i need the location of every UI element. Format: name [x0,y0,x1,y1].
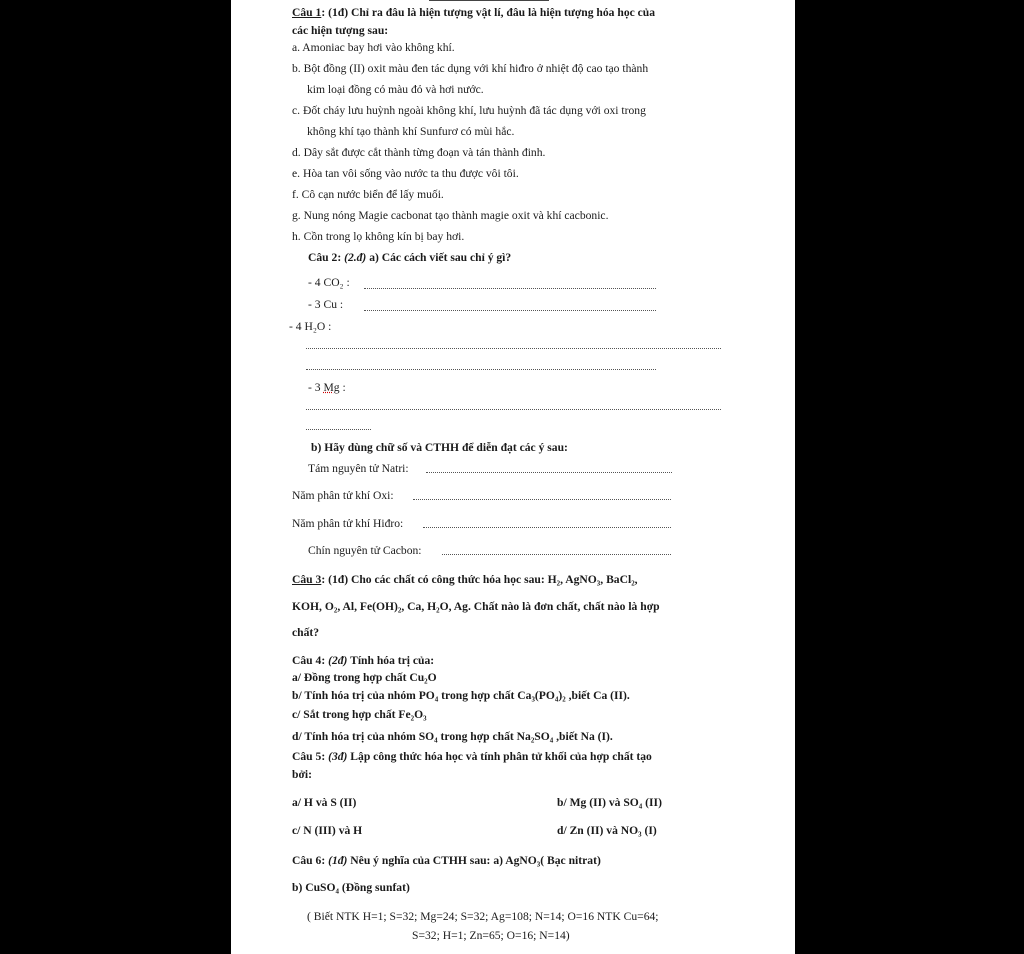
q1-item-d: d. Dây sắt được cắt thành từng đoạn và tán thành đinh. [292,146,546,159]
q2-h2o-answer-line-1 [306,348,721,349]
q3-label: Câu 3 [292,573,322,586]
q2-cu-answer-line [364,310,656,311]
q2-part-b-heading: b) Hãy dùng chữ số và CTHH để diễn đạt các ý sau: [311,441,568,454]
q1-item-c-line2: không khí tạo thành khí Sunfurơ có mùi hắc. [307,125,515,138]
atomic-mass-note-line1: ( Biết NTK H=1; S=32; Mg=24; S=32; Ag=108; N=14; O=16 NTK Cu=64; [307,910,659,923]
q4-label: Câu 4: [292,654,329,667]
q2-mg-answer-line-2 [306,429,371,430]
q1-item-h: h. Cồn trong lọ không kín bị bay hơi. [292,230,465,243]
q1-heading-text: : (1đ) Chỉ ra đâu là hiện tượng vật lí, đâu là hiện tượng hóa học của [321,6,656,19]
q5-heading-line2: bởi: [292,768,312,781]
q2-co2-label: - 4 CO₂ : [308,276,350,289]
q5-heading-text: Lập công thức hóa học và tính phân tử khối của hợp chất tạo [347,750,652,763]
q6-points: (1đ) [328,854,348,867]
q6-item-b: b) CuSO₄ (Đồng sunfat) [292,881,410,894]
q6-label: Câu 6: [292,854,329,867]
q3-line1 [292,573,638,587]
q3-line1-text: : (1đ) Cho các chất có công thức hóa học sau: H₂, AgNO₃, BaCl₂, [321,573,638,586]
q4-heading-text: Tính hóa trị của: [347,654,435,667]
q1-item-e: e. Hòa tan vôi sống vào nước ta thu được vôi tôi. [292,167,519,180]
q4-heading [292,654,434,668]
q2-mg-symbol: Mg [323,381,340,394]
q2-b4-label: Chín nguyên tử Cacbon: [308,544,422,557]
q6-heading-text: Nêu ý nghĩa của CTHH sau: a) AgNO₃( Bạc nitrat) [347,854,601,867]
q2-co2-answer-line [364,288,656,289]
q4-item-d: d/ Tính hóa trị của nhóm SO₄ trong hợp chất Na₂SO₄ ,biết Na (I). [292,730,613,743]
q2-h2o-label: - 4 H₂O : [289,320,332,333]
q5-item-b: b/ Mg (II) và SO₄ (II) [557,796,662,809]
q2-b3-answer-line [423,527,671,528]
q2-mg-answer-line-1 [306,409,721,410]
atomic-mass-note-line2: S=32; H=1; Zn=65; O=16; N=14) [412,929,570,942]
q2-mg-colon: : [339,381,346,394]
q2-label: Câu 2: [308,251,345,264]
q1-item-g: g. Nung nóng Magie cacbonat tạo thành magie oxit và khí cacbonic. [292,209,609,222]
q2-b3-label: Năm phân tử khí Hiđro: [292,517,404,530]
q2-h2o-answer-line-2 [306,369,656,370]
q6-heading [292,854,601,868]
q4-item-c: c/ Sắt trong hợp chất Fe₂O₃ [292,708,427,721]
q5-item-c: c/ N (III) và H [292,824,363,837]
q1-heading-line2: các hiện tượng sau: [292,24,389,37]
q2-b2-answer-line [413,499,671,500]
q1-item-f: f. Cô cạn nước biển để lấy muối. [292,188,444,201]
q2-b1-label: Tám nguyên tử Natri: [308,462,409,475]
q5-label: Câu 5: [292,750,329,763]
q2-b2-label: Năm phân tử khí Oxi: [292,489,394,502]
q2-mg-label [308,381,346,395]
q5-points: (3đ) [328,750,348,763]
document-page [231,0,795,954]
q3-line2: KOH, O₂, Al, Fe(OH)₂, Ca, H₂O, Ag. Chất nào là đơn chất, chất nào là hợp [292,600,660,613]
q2-heading [308,251,511,265]
q1-item-c-line1: c. Đốt cháy lưu huỳnh ngoài không khí, lưu huỳnh đã tác dụng với oxi trong [292,104,646,117]
q2-points: (2.đ) [344,251,367,264]
q2-cu-label: - 3 Cu : [308,298,344,311]
q1-heading [292,6,655,20]
q5-item-d: d/ Zn (II) và NO₃ (I) [557,824,657,837]
q2-b4-answer-line [442,554,671,555]
q2-b1-answer-line [426,472,672,473]
q5-item-a: a/ H và S (II) [292,796,357,809]
q2-mg-dash: - 3 [308,381,324,394]
q4-points: (2đ) [328,654,348,667]
q1-item-b-line1: b. Bột đồng (II) oxit màu đen tác dụng với khí hiđro ở nhiệt độ cao tạo thành [292,62,649,75]
q1-item-a: a. Amoniac bay hơi vào không khí. [292,41,455,54]
top-rule [429,0,549,1]
q3-line3: chất? [292,626,320,639]
q2-heading-text: a) Các cách viết sau chỉ ý gì? [366,251,512,264]
q4-item-b: b/ Tính hóa trị của nhóm PO₄ trong hợp chất Ca₃(PO₄)₂ ,biết Ca (II). [292,689,630,702]
q1-item-b-line2: kim loại đồng có màu đỏ và hơi nước. [307,83,484,96]
q4-item-a: a/ Đồng trong hợp chất Cu₂O [292,671,437,684]
q5-heading [292,750,652,764]
q1-label: Câu 1 [292,6,322,19]
